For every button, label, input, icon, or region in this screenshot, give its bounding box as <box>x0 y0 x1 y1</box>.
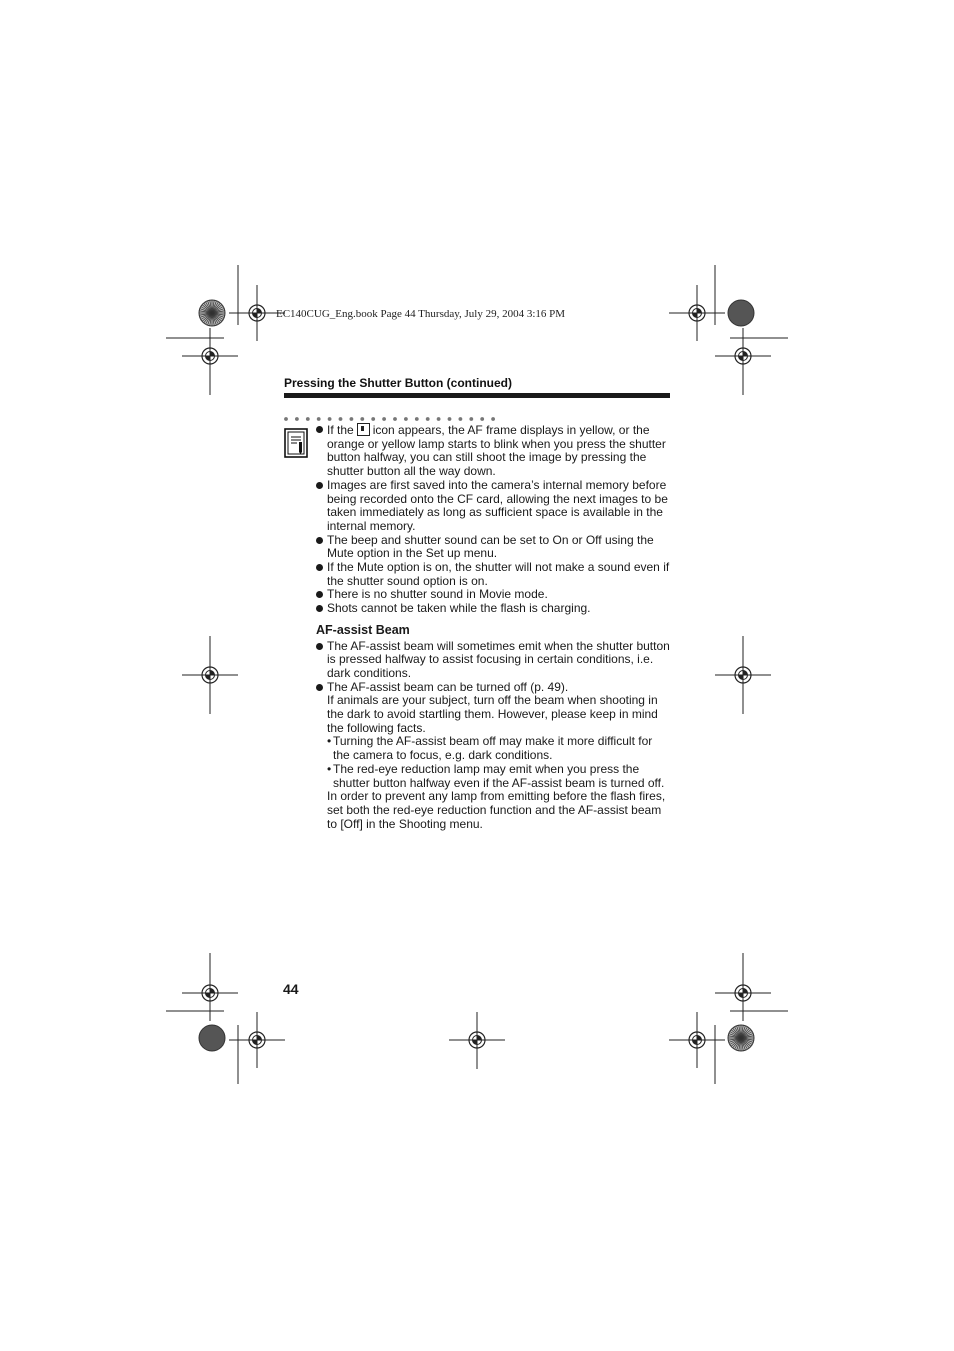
registration-target <box>229 1012 285 1068</box>
section-header: Pressing the Shutter Button (continued) <box>284 376 512 390</box>
divider-dot <box>415 417 419 421</box>
header-rule <box>284 393 670 398</box>
af-assist-sub-item <box>316 763 672 790</box>
note-bullet <box>316 423 672 479</box>
note-content <box>316 423 672 831</box>
divider-dot <box>448 417 452 421</box>
note-bullet: There is no shutter sound in Movie mode. <box>316 588 672 602</box>
sub-item-marker: • <box>327 761 332 776</box>
note-bullet: Shots cannot be taken while the flash is charging. <box>316 602 672 616</box>
page-number: 44 <box>283 981 299 997</box>
af-assist-heading: AF-assist Beam <box>316 622 410 637</box>
sub-item-text: Turning the AF-assist beam off may make it more difficult for the camera to focus, e.g. dark conditions. <box>333 734 653 763</box>
divider-dot <box>295 417 299 421</box>
divider-dot <box>371 417 375 421</box>
af-assist-paragraph: In order to prevent any lamp from emitting before the flash fires, set both the red-eye reduction function and the AF-assist beam to [Off] in the Shooting menu. <box>327 789 666 831</box>
divider-dot <box>404 417 408 421</box>
divider-dot <box>437 417 441 421</box>
divider-dot <box>350 417 354 421</box>
sub-item-marker: • <box>327 734 332 749</box>
divider-dot <box>480 417 484 421</box>
note-bullet: Images are first saved into the camera’s internal memory before being recorded onto the CF card, allowing the next images to be taken immediately as long as sufficient space is available in the internal memory. <box>316 479 672 534</box>
divider-dot <box>306 417 310 421</box>
note-bullet: If the Mute option is on, the shutter will not make a sound even if the shutter sound option is on. <box>316 561 672 588</box>
color-bar-starburst <box>728 1025 754 1051</box>
divider-dot <box>393 417 397 421</box>
printer-info-line: EC140CUG_Eng.book Page 44 Thursday, July 29, 2004 3:16 PM <box>276 308 566 320</box>
divider-dot <box>382 417 386 421</box>
registration-target <box>669 285 725 341</box>
af-assist-paragraph: If animals are your subject, turn off the beam when shooting in the dark to avoid startling them. However, please keep in mind the following facts. <box>327 693 658 735</box>
af-assist-bullet: The AF-assist beam will sometimes emit when the shutter button is pressed halfway to assist focusing in certain conditions, i.e. dark conditions. <box>316 640 672 681</box>
registration-target <box>669 1012 725 1068</box>
color-bar-starburst <box>199 300 225 326</box>
af-assist-bullet: The AF-assist beam can be turned off (p. 49). <box>316 681 672 695</box>
note-bullet-text-start: If the <box>327 423 354 437</box>
divider-dot <box>339 417 343 421</box>
divider-dot <box>426 417 430 421</box>
divider-dot <box>469 417 473 421</box>
note-pad-icon <box>284 428 308 458</box>
divider-dot <box>459 417 463 421</box>
af-frame-warning-icon <box>357 423 370 436</box>
note-bullet: The beep and shutter sound can be set to On or Off using the Mute option in the Set up menu. <box>316 534 672 561</box>
divider-dot <box>360 417 364 421</box>
divider-dot <box>491 417 495 421</box>
color-bar-gray-disc <box>728 300 754 326</box>
dotted-divider <box>283 416 503 422</box>
divider-dot <box>328 417 332 421</box>
note-bullet-text-end: icon appears, the AF frame displays in yellow, or the orange or yellow lamp starts to blink when you press the shutter button halfway, you can still shoot the image by pressing the shutter button all the way down. <box>327 423 666 479</box>
divider-dot <box>317 417 321 421</box>
sub-item-text: The red-eye reduction lamp may emit when you press the shutter button halfway even if the AF-assist beam is turned off. <box>333 761 665 790</box>
color-bar-gray-disc <box>199 1025 225 1051</box>
af-assist-sub-item <box>316 735 672 762</box>
divider-dot <box>284 417 288 421</box>
